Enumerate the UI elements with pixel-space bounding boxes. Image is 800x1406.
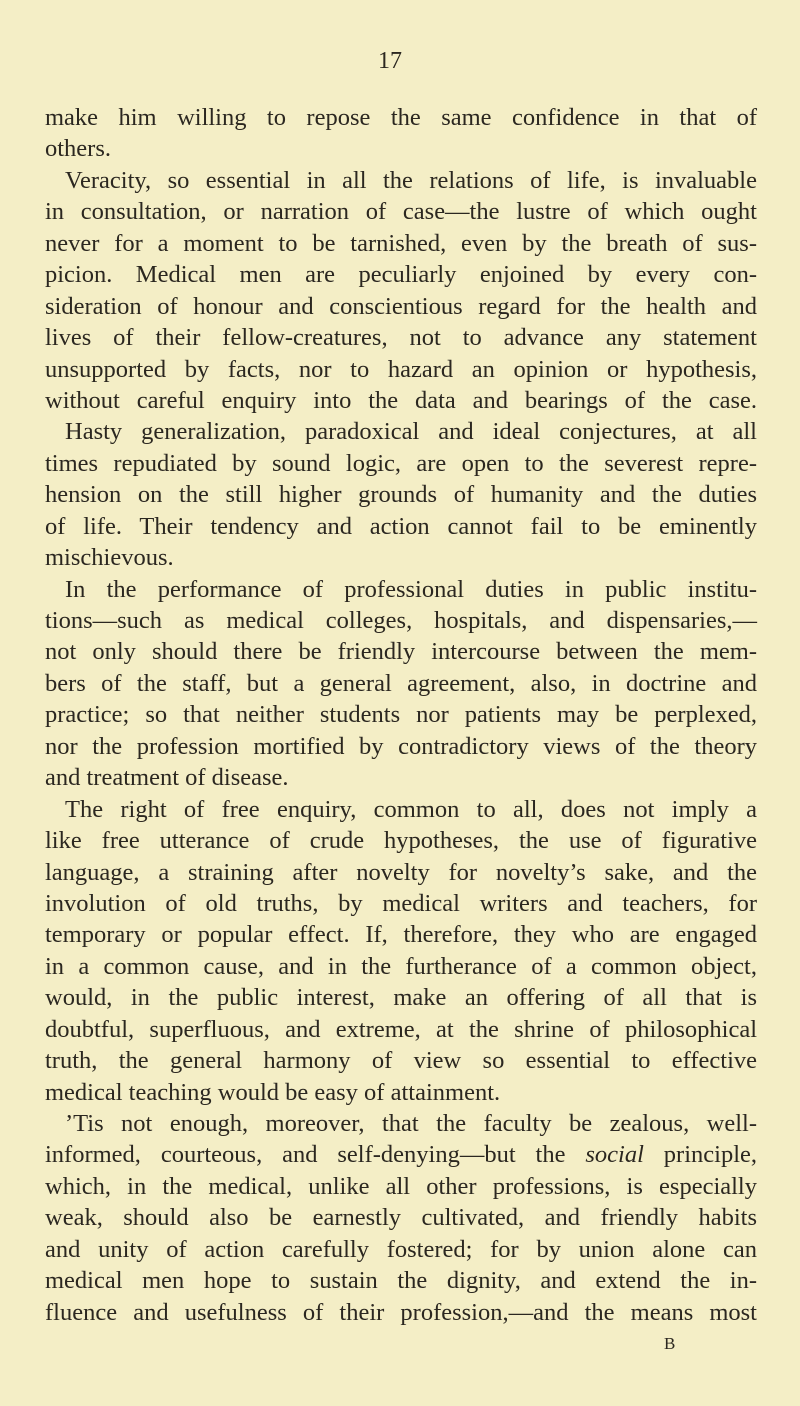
body-text: [45, 102, 757, 1328]
text-line: like free utterance of crude hypotheses, the use of figurative: [45, 827, 757, 855]
text-line: Veracity, so essential in all the relations of life, is invaluable: [65, 166, 757, 194]
text-line: temporary or popular effect. If, therefore, they who are engaged: [45, 921, 757, 949]
text-line: of life. Their tendency and action cannot fail to be eminently: [45, 512, 757, 540]
text-line: mischievous.: [45, 544, 174, 572]
text-segment: informed, courteous, and self-denying—but the: [45, 1141, 586, 1169]
text-line: hension on the still higher grounds of humanity and the duties: [45, 481, 757, 509]
text-line: doubtful, superfluous, and extreme, at the shrine of philosophical: [45, 1015, 757, 1043]
text-line: medical men hope to sustain the dignity, and extend the in-: [45, 1267, 757, 1295]
text-line: In the performance of professional duties in public institu-: [65, 575, 757, 603]
text-line: and unity of action carefully fostered; for by union alone can: [45, 1235, 757, 1263]
page-number: 17: [378, 48, 402, 74]
text-line: lives of their fellow-creatures, not to advance any statement: [45, 324, 757, 352]
text-line: Hasty generalization, paradoxical and ideal conjectures, at all: [65, 418, 757, 446]
text-line: never for a moment to be tarnished, even by the breath of sus-: [45, 229, 757, 257]
italic-word: social: [585, 1141, 644, 1169]
text-line: others.: [45, 135, 111, 163]
text-line: weak, should also be earnestly cultivated, and friendly habits: [45, 1204, 757, 1232]
text-line: unsupported by facts, nor to hazard an opinion or hypothesis,: [45, 355, 757, 383]
text-line: would, in the public interest, make an offering of all that is: [45, 984, 757, 1012]
text-line: medical teaching would be easy of attainment.: [45, 1078, 501, 1106]
text-line: make him willing to repose the same confidence in that of: [45, 104, 757, 131]
text-line: bers of the staff, but a general agreement, also, in doctrine and: [45, 669, 757, 697]
text-line: picion. Medical men are peculiarly enjoined by every con-: [45, 261, 757, 289]
text-line: in consultation, or narration of case—the lustre of which ought: [45, 198, 757, 226]
text-line: nor the profession mortified by contradictory views of the theory: [45, 732, 757, 760]
text-line: truth, the general harmony of view so essential to effective: [45, 1047, 757, 1075]
text-line: without careful enquiry into the data and bearings of the case.: [45, 386, 757, 414]
text-line: language, a straining after novelty for novelty’s sake, and the: [45, 858, 757, 886]
text-line: involution of old truths, by medical writers and teachers, for: [45, 889, 757, 917]
text-line: and treatment of disease.: [45, 764, 289, 792]
text-segment: principle,: [643, 1141, 758, 1169]
signature-mark: B: [664, 1334, 676, 1353]
text-line: in a common cause, and in the furtherance of a common object,: [45, 952, 757, 980]
text-line: fluence and usefulness of their profession,—and the means most: [45, 1298, 757, 1326]
text-line: times repudiated by sound logic, are open to the severest repre-: [45, 449, 757, 477]
text-line: sideration of honour and conscientious regard for the health and: [45, 292, 757, 320]
text-line: tions—such as medical colleges, hospitals, and dispensaries,—: [45, 607, 757, 634]
text-line: not only should there be friendly intercourse between the mem-: [45, 638, 757, 666]
text-line: which, in the medical, unlike all other professions, is especially: [45, 1172, 757, 1200]
text-line: ’Tis not enough, moreover, that the faculty be zealous, well-: [65, 1110, 757, 1137]
text-line: The right of free enquiry, common to all, does not imply a: [65, 795, 757, 823]
text-line: [45, 1139, 757, 1170]
text-line: practice; so that neither students nor patients may be perplexed,: [45, 701, 757, 729]
